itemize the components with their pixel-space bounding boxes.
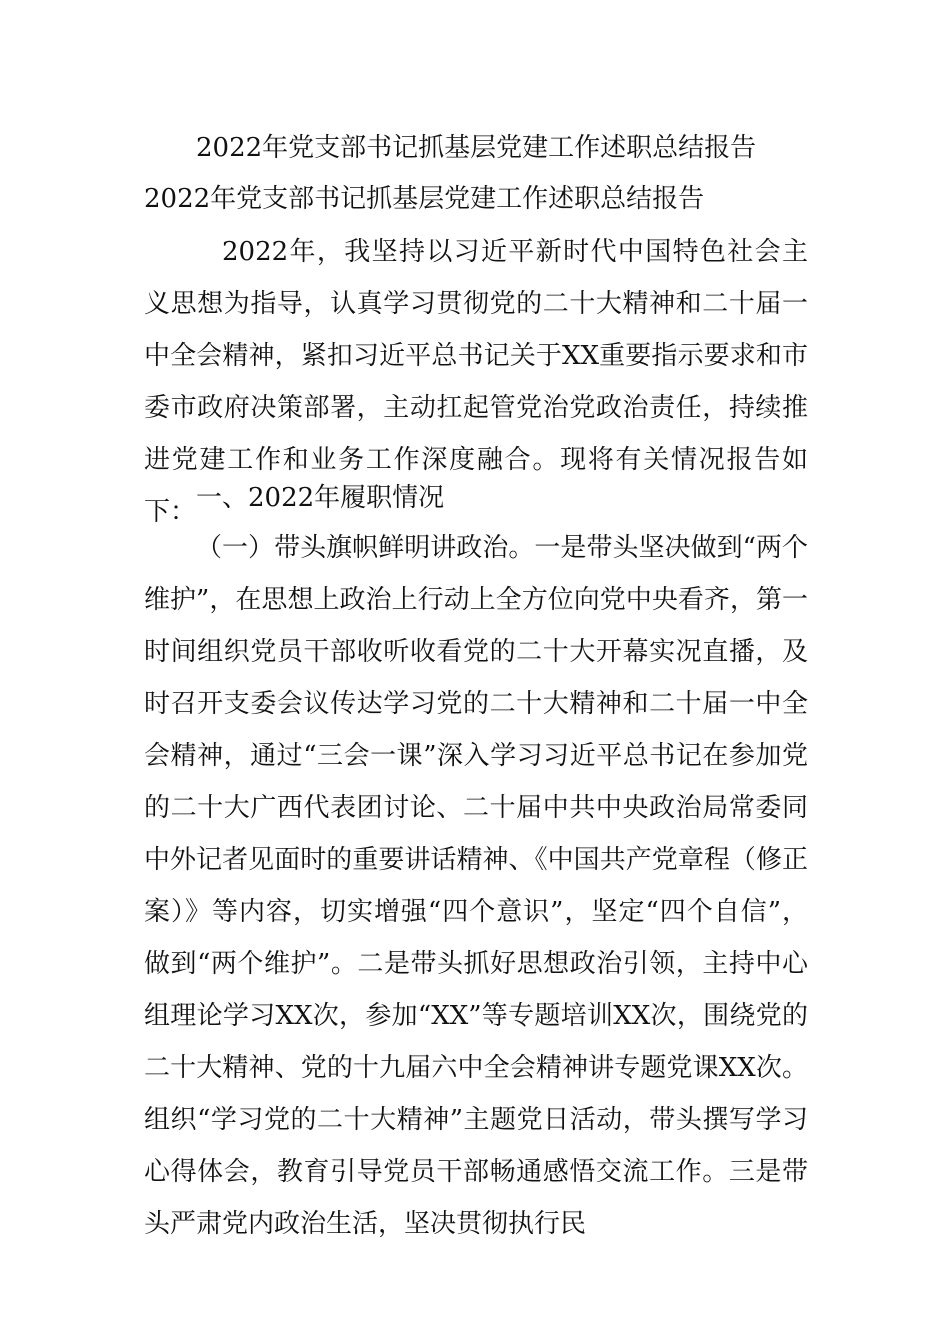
section-heading: 一、2022年履职情况 xyxy=(196,483,445,513)
document-subtitle: 2022年党支部书记抓基层党建工作述职总结报告 xyxy=(144,184,705,214)
intro-paragraph: 2022年，我坚持以习近平新时代中国特色社会主义思想为指导，认真学习贯彻党的二十大精神和二十届一中全会精神，紧扣习近平总书记关于XX重要指示要求和市委市政府决策部署，主动扛起管党治党政治责任，持续推进党建工作和业务工作深度融合。现将有关情况报告如下： xyxy=(144,237,808,527)
document-title: 2022年党支部书记抓基层党建工作述职总结报告 xyxy=(196,133,757,163)
body-paragraph: （一）带头旗帜鲜明讲政治。一是带头坚决做到“两个维护”，在思想上政治上行动上全方位向党中央看齐，第一时间组织党员干部收听收看党的二十大开幕实况直播，及时召开支委会议传达学习党的二十大精神和二十届一中全会精神，通过“三会一课”深入学习习近平总书记在参加党的二十大广西代表团讨论、二十届中共中央政治局常委同中外记者见面时的重要讲话精神、《中国共产党章程（修正案）》等内容，切实增强“四个意识”，坚定“四个自信”，做到“两个维护”。二是带头抓好思想政治引领，主持中心组理论学习XX次，参加“XX”等专题培训XX次，围绕党的二十大精神、党的十九届六中全会精神讲专题党课XX次。组织“学习党的二十大精神”主题党日活动，带头撰写学习心得体会，教育引导党员干部畅通感悟交流工作。三是带头严肃党内政治生活，坚决贯彻执行民 xyxy=(144,533,808,1239)
